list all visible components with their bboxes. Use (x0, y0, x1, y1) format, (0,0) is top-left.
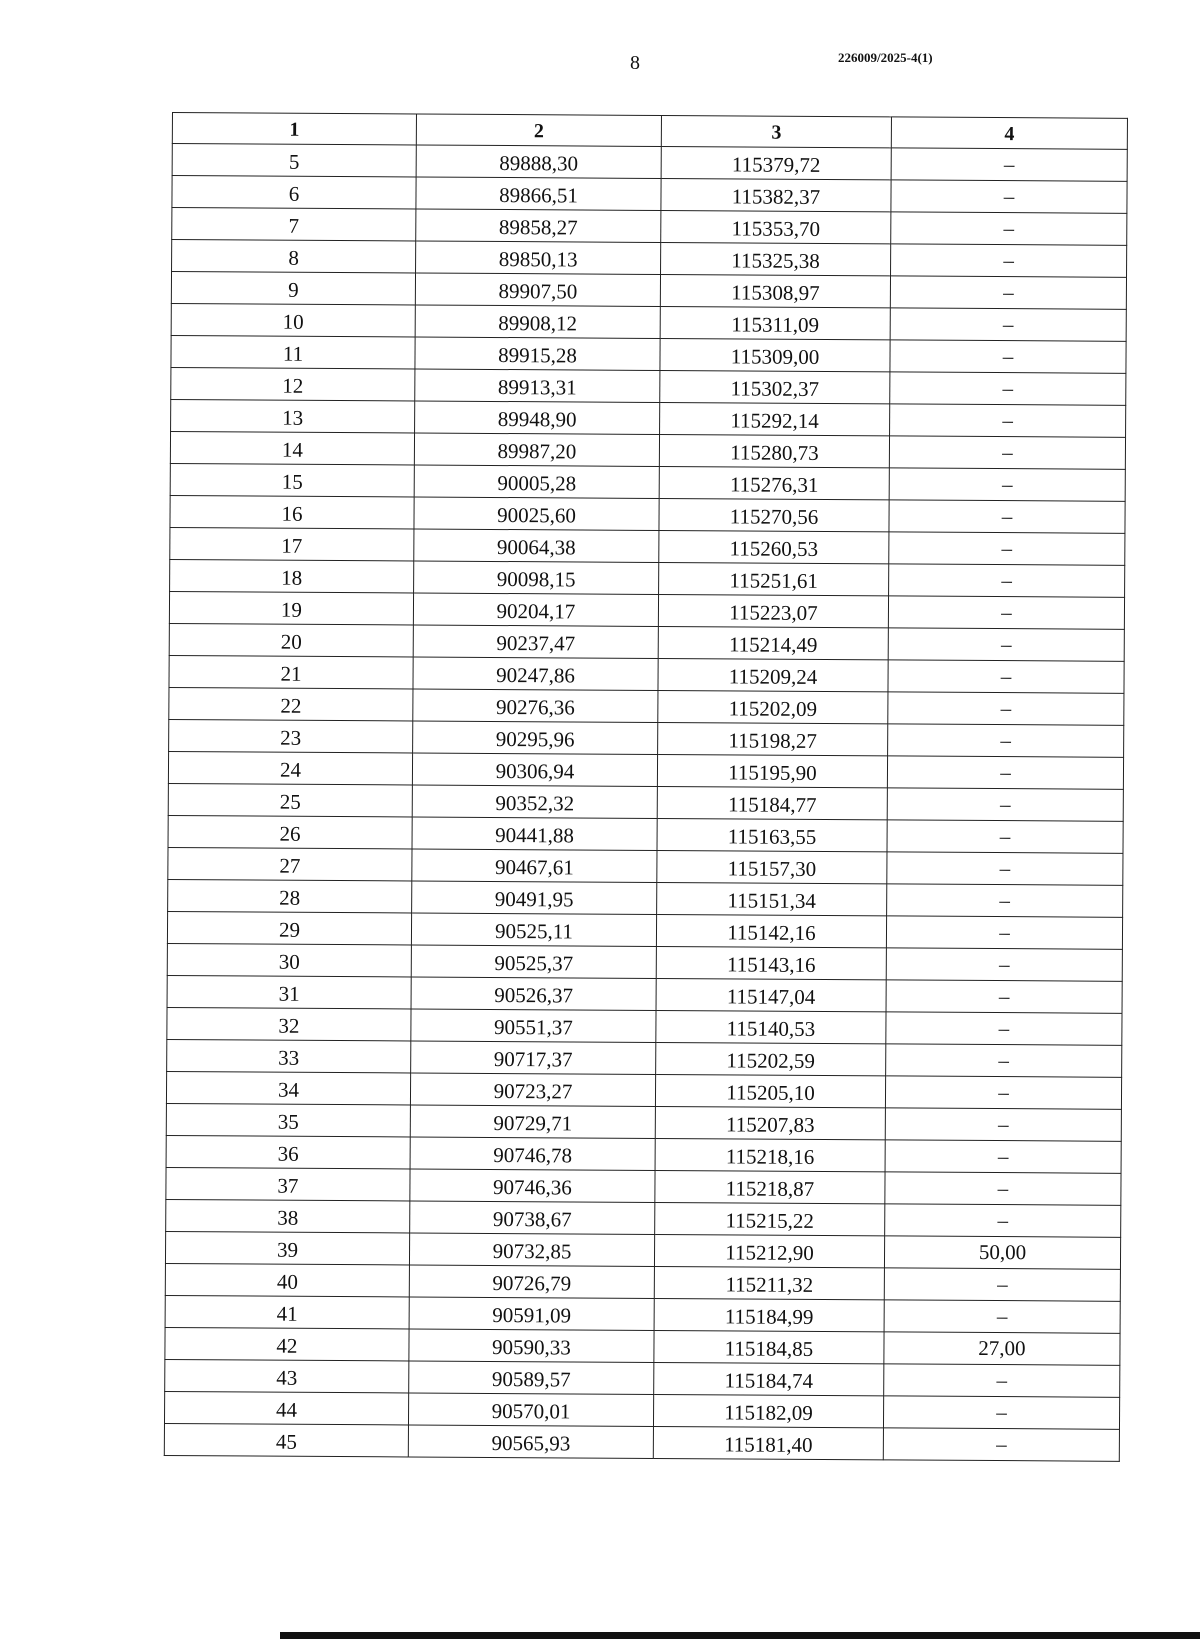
x-coordinate-cell: 90591,09 (409, 1297, 654, 1330)
y-coordinate-cell: 115184,77 (657, 786, 887, 819)
y-coordinate-cell: 115292,14 (660, 402, 890, 435)
x-coordinate-cell: 90732,85 (409, 1233, 654, 1266)
value-cell: – (889, 564, 1125, 597)
y-coordinate-cell: 115353,70 (661, 210, 891, 243)
point-number-cell: 21 (169, 655, 413, 688)
point-number-cell: 30 (167, 943, 411, 976)
point-number-cell: 42 (165, 1327, 409, 1360)
column-header: 2 (416, 114, 661, 146)
value-cell: – (885, 1140, 1121, 1173)
point-number-cell: 29 (167, 911, 411, 944)
value-cell: – (886, 1012, 1122, 1045)
y-coordinate-cell: 115163,55 (657, 818, 887, 851)
value-cell: – (889, 500, 1125, 533)
y-coordinate-cell: 115202,09 (658, 690, 888, 723)
value-cell: – (885, 1076, 1121, 1109)
point-number-cell: 43 (165, 1359, 409, 1392)
value-cell: – (890, 276, 1126, 309)
table-body (164, 144, 1127, 1462)
point-number-cell: 24 (168, 751, 412, 784)
x-coordinate-cell: 90005,28 (414, 465, 659, 498)
x-coordinate-cell: 89913,31 (415, 369, 660, 402)
point-number-cell: 33 (167, 1039, 411, 1072)
y-coordinate-cell: 115143,16 (656, 946, 886, 979)
x-coordinate-cell: 90441,88 (412, 817, 657, 850)
x-coordinate-cell: 90726,79 (409, 1265, 654, 1298)
y-coordinate-cell: 115212,90 (654, 1234, 884, 1267)
y-coordinate-cell: 115202,59 (656, 1042, 886, 1075)
point-number-cell: 10 (171, 303, 415, 336)
y-coordinate-cell: 115142,16 (656, 914, 886, 947)
point-number-cell: 13 (171, 399, 415, 432)
point-number-cell: 11 (171, 335, 415, 368)
page-number: 8 (630, 52, 640, 74)
x-coordinate-cell: 89850,13 (416, 241, 661, 274)
x-coordinate-cell: 90570,01 (408, 1393, 653, 1426)
x-coordinate-cell: 90590,33 (409, 1329, 654, 1362)
y-coordinate-cell: 115309,00 (660, 338, 890, 371)
value-cell: – (886, 916, 1122, 949)
point-number-cell: 7 (172, 208, 416, 241)
y-coordinate-cell: 115184,99 (654, 1298, 884, 1331)
column-header: 3 (661, 115, 891, 147)
y-coordinate-cell: 115379,72 (661, 146, 891, 179)
value-cell: – (884, 1268, 1120, 1301)
value-cell: – (887, 852, 1123, 885)
x-coordinate-cell: 90526,37 (411, 977, 656, 1010)
y-coordinate-cell: 115302,37 (660, 370, 890, 403)
y-coordinate-cell: 115147,04 (656, 978, 886, 1011)
column-header: 4 (891, 117, 1127, 149)
x-coordinate-cell: 90352,32 (412, 785, 657, 818)
point-number-cell: 41 (165, 1295, 409, 1328)
point-number-cell: 17 (170, 527, 414, 560)
y-coordinate-cell: 115218,16 (655, 1138, 885, 1171)
y-coordinate-cell: 115325,38 (661, 242, 891, 275)
value-cell: – (887, 884, 1123, 917)
point-number-cell: 16 (170, 495, 414, 528)
table-row (164, 1423, 1119, 1461)
point-number-cell: 6 (172, 176, 416, 209)
x-coordinate-cell: 90025,60 (414, 497, 659, 530)
point-number-cell: 14 (170, 431, 414, 464)
point-number-cell: 44 (164, 1391, 408, 1424)
x-coordinate-cell: 90204,17 (413, 593, 658, 626)
value-cell: – (891, 212, 1127, 245)
y-coordinate-cell: 115218,87 (655, 1170, 885, 1203)
y-coordinate-cell: 115184,85 (654, 1330, 884, 1363)
value-cell: – (886, 948, 1122, 981)
point-number-cell: 32 (167, 1007, 411, 1040)
point-number-cell: 31 (167, 975, 411, 1008)
x-coordinate-cell: 90237,47 (413, 625, 658, 658)
y-coordinate-cell: 115205,10 (655, 1074, 885, 1107)
x-coordinate-cell: 90491,95 (412, 881, 657, 914)
value-cell: – (891, 180, 1127, 213)
value-cell: – (891, 148, 1127, 181)
value-cell: – (888, 692, 1124, 725)
point-number-cell: 35 (166, 1103, 410, 1136)
y-coordinate-cell: 115382,37 (661, 178, 891, 211)
y-coordinate-cell: 115223,07 (658, 594, 888, 627)
x-coordinate-cell: 90525,11 (411, 913, 656, 946)
point-number-cell: 25 (168, 783, 412, 816)
y-coordinate-cell: 115214,49 (658, 626, 888, 659)
value-cell: – (885, 1108, 1121, 1141)
value-cell: – (887, 820, 1123, 853)
y-coordinate-cell: 115195,90 (657, 754, 887, 787)
value-cell: – (886, 1044, 1122, 1077)
point-number-cell: 28 (168, 879, 412, 912)
value-cell: – (888, 596, 1124, 629)
y-coordinate-cell: 115184,74 (654, 1362, 884, 1395)
column-header: 1 (172, 113, 416, 145)
value-cell: – (885, 1204, 1121, 1237)
document-reference: 226009/2025-4(1) (838, 50, 933, 65)
x-coordinate-cell: 90525,37 (411, 945, 656, 978)
point-number-cell: 5 (172, 144, 416, 177)
y-coordinate-cell: 115157,30 (657, 850, 887, 883)
y-coordinate-cell: 115181,40 (653, 1426, 883, 1459)
point-number-cell: 22 (169, 687, 413, 720)
y-coordinate-cell: 115151,34 (657, 882, 887, 915)
x-coordinate-cell: 89987,20 (414, 433, 659, 466)
x-coordinate-cell: 90565,93 (408, 1425, 653, 1458)
value-cell: – (888, 724, 1124, 757)
x-coordinate-cell: 89915,28 (415, 337, 660, 370)
point-number-cell: 37 (166, 1167, 410, 1200)
value-cell: – (890, 308, 1126, 341)
point-number-cell: 15 (170, 463, 414, 496)
value-cell: 50,00 (884, 1236, 1120, 1269)
y-coordinate-cell: 115211,32 (654, 1266, 884, 1299)
y-coordinate-cell: 115311,09 (660, 306, 890, 339)
x-coordinate-cell: 89858,27 (416, 209, 661, 242)
value-cell: – (889, 468, 1125, 501)
x-coordinate-cell: 90729,71 (410, 1105, 655, 1138)
point-number-cell: 45 (164, 1423, 408, 1456)
y-coordinate-cell: 115280,73 (659, 434, 889, 467)
x-coordinate-cell: 90717,37 (411, 1041, 656, 1074)
x-coordinate-cell: 90738,67 (410, 1201, 655, 1234)
x-coordinate-cell: 90064,38 (414, 529, 659, 562)
point-number-cell: 40 (165, 1263, 409, 1296)
point-number-cell: 36 (166, 1135, 410, 1168)
point-number-cell: 8 (172, 240, 416, 273)
x-coordinate-cell: 90746,36 (410, 1169, 655, 1202)
value-cell: – (883, 1428, 1119, 1461)
y-coordinate-cell: 115215,22 (655, 1202, 885, 1235)
point-number-cell: 27 (168, 847, 412, 880)
value-cell: – (891, 244, 1127, 277)
value-cell: – (889, 532, 1125, 565)
x-coordinate-cell: 90247,86 (413, 657, 658, 690)
point-number-cell: 9 (171, 272, 415, 305)
x-coordinate-cell: 89907,50 (415, 273, 660, 306)
x-coordinate-cell: 90295,96 (413, 721, 658, 754)
value-cell: – (889, 436, 1125, 469)
point-number-cell: 19 (169, 591, 413, 624)
value-cell: – (890, 372, 1126, 405)
y-coordinate-cell: 115251,61 (659, 562, 889, 595)
point-number-cell: 26 (168, 815, 412, 848)
point-number-cell: 39 (165, 1231, 409, 1264)
x-coordinate-cell: 90746,78 (410, 1137, 655, 1170)
value-cell: – (887, 788, 1123, 821)
x-coordinate-cell: 90098,15 (414, 561, 659, 594)
y-coordinate-cell: 115308,97 (660, 274, 890, 307)
value-cell: – (884, 1300, 1120, 1333)
y-coordinate-cell: 115276,31 (659, 466, 889, 499)
value-cell: – (888, 628, 1124, 661)
x-coordinate-cell: 89948,90 (415, 401, 660, 434)
value-cell: – (888, 660, 1124, 693)
x-coordinate-cell: 90551,37 (411, 1009, 656, 1042)
x-coordinate-cell: 90589,57 (409, 1361, 654, 1394)
value-cell: – (884, 1364, 1120, 1397)
value-cell: – (890, 404, 1126, 437)
x-coordinate-cell: 89888,30 (416, 145, 661, 178)
point-number-cell: 12 (171, 367, 415, 400)
point-number-cell: 23 (169, 719, 413, 752)
point-number-cell: 38 (166, 1199, 410, 1232)
y-coordinate-cell: 115140,53 (656, 1010, 886, 1043)
x-coordinate-cell: 90467,61 (412, 849, 657, 882)
value-cell: – (890, 340, 1126, 373)
y-coordinate-cell: 115209,24 (658, 658, 888, 691)
coordinates-table (164, 112, 1128, 1462)
y-coordinate-cell: 115207,83 (655, 1106, 885, 1139)
scan-edge-bar (280, 1632, 1200, 1639)
y-coordinate-cell: 115270,56 (659, 498, 889, 531)
value-cell: – (886, 980, 1122, 1013)
point-number-cell: 18 (170, 559, 414, 592)
x-coordinate-cell: 89908,12 (415, 305, 660, 338)
y-coordinate-cell: 115260,53 (659, 530, 889, 563)
value-cell: – (883, 1396, 1119, 1429)
value-cell: – (885, 1172, 1121, 1205)
point-number-cell: 34 (166, 1071, 410, 1104)
y-coordinate-cell: 115198,27 (658, 722, 888, 755)
x-coordinate-cell: 89866,51 (416, 177, 661, 210)
value-cell: 27,00 (884, 1332, 1120, 1365)
point-number-cell: 20 (169, 623, 413, 656)
x-coordinate-cell: 90276,36 (413, 689, 658, 722)
x-coordinate-cell: 90723,27 (410, 1073, 655, 1106)
y-coordinate-cell: 115182,09 (653, 1394, 883, 1427)
value-cell: – (887, 756, 1123, 789)
x-coordinate-cell: 90306,94 (412, 753, 657, 786)
